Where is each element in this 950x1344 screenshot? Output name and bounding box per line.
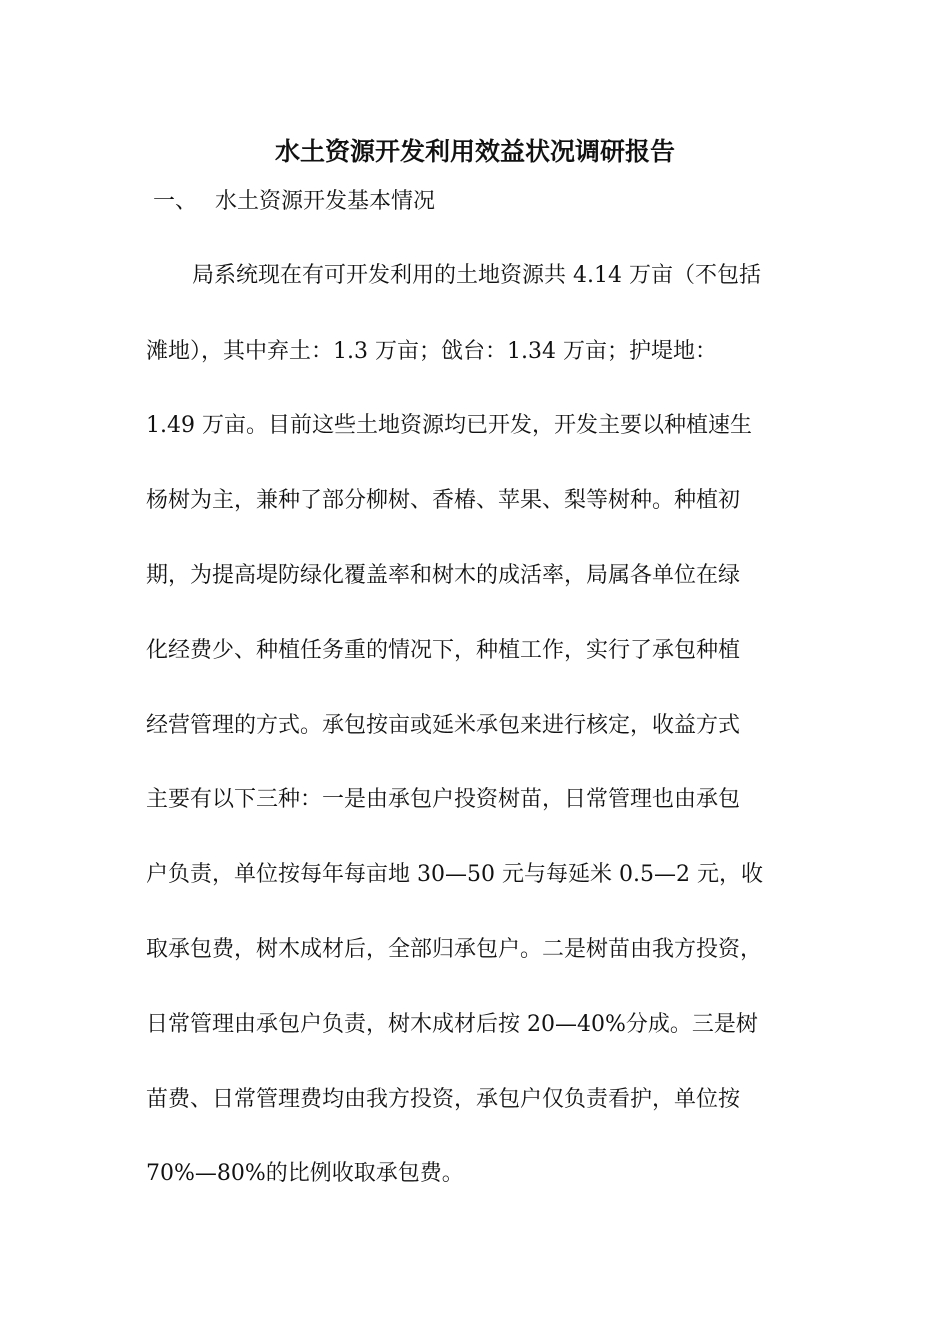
section-number: 一、 [153,189,198,214]
paragraph-line: 1.49 万亩。目前这些土地资源均已开发，开发主要以种植速生 [146,413,752,438]
paragraph-line: 取承包费，树木成材后，全部归承包户。二是树苗由我方投资， [146,937,763,962]
document-title: 水土资源开发利用效益状况调研报告 [274,137,675,166]
paragraph-line: 杨树为主，兼种了部分柳树、香椿、苹果、梨等树种。种植初 [146,488,741,513]
paragraph-line: 滩地），其中弃土：1.3 万亩；戗台：1.34 万亩；护堤地： [146,339,717,364]
section-heading [153,182,435,222]
paragraph-line: 局系统现在有可开发利用的土地资源共 4.14 万亩（不包括 [192,263,761,288]
paragraph-line: 期，为提高堤防绿化覆盖率和树木的成活率，局属各单位在绿 [146,563,741,588]
paragraph-line: 户负责，单位按每年每亩地 30—50 元与每延米 0.5—2 元，收 [146,862,763,887]
paragraph-line: 主要有以下三种：一是由承包户投资树苗，日常管理也由承包 [146,787,741,812]
paragraph-line: 70%—80%的比例收取承包费。 [146,1161,464,1186]
paragraph-line: 经营管理的方式。承包按亩或延米承包来进行核定，收益方式 [146,713,741,738]
paragraph-line: 化经费少、种植任务重的情况下，种植工作，实行了承包种植 [146,638,741,663]
paragraph-line: 苗费、日常管理费均由我方投资，承包户仅负责看护，单位按 [146,1087,741,1112]
paragraph-line: 日常管理由承包户负责，树木成材后按 20—40%分成。三是树 [146,1012,758,1037]
section-title: 水土资源开发基本情况 [215,189,436,214]
